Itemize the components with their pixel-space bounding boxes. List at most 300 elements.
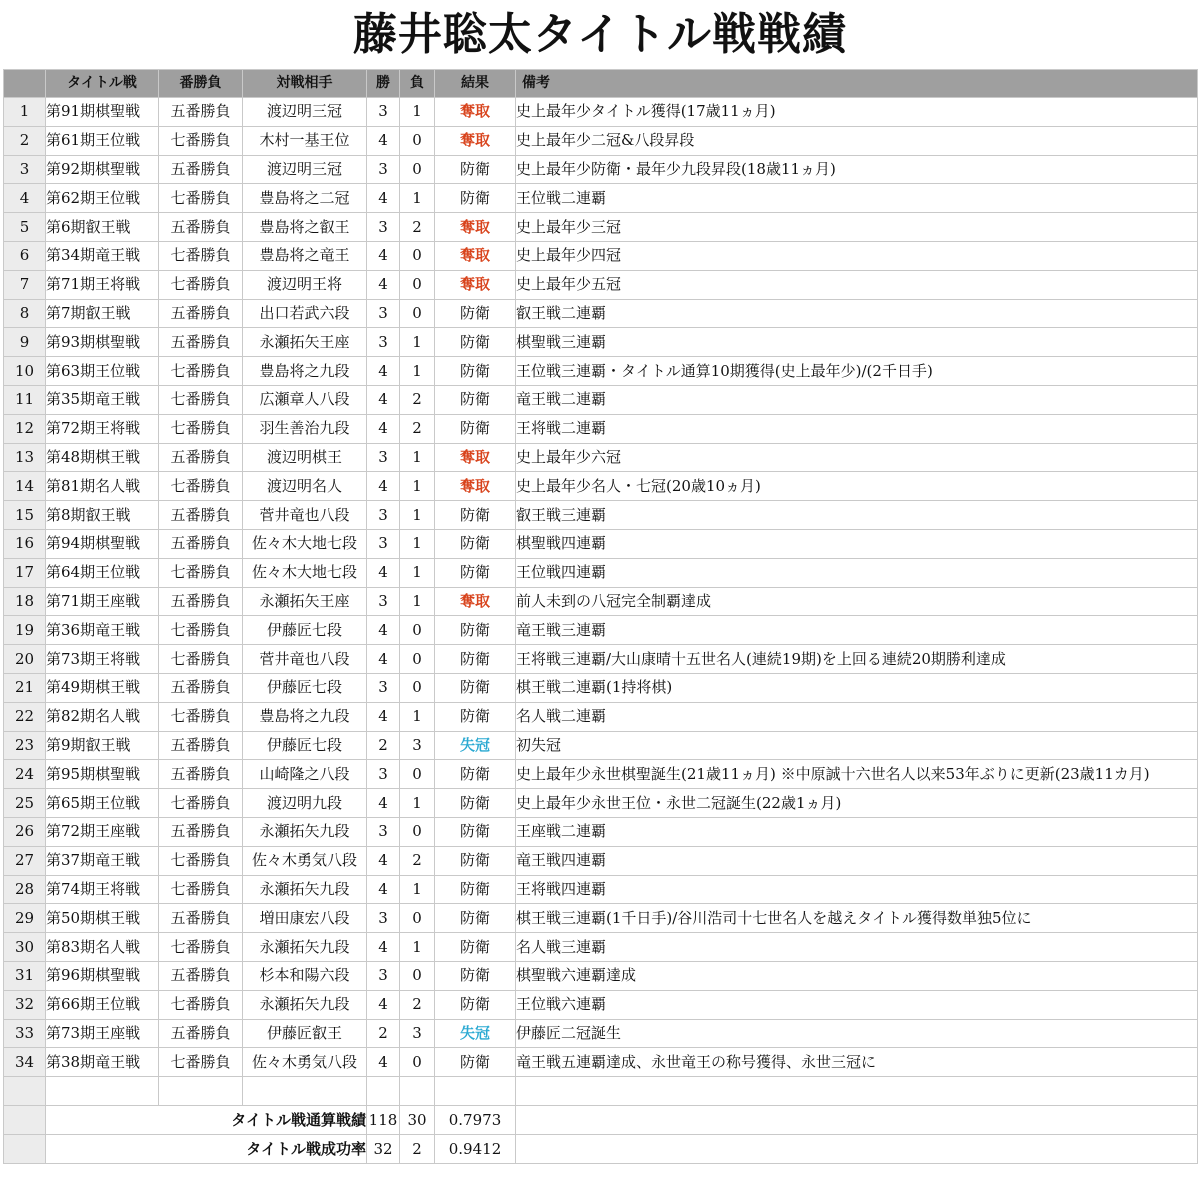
table-row	[4, 616, 1198, 645]
format-cell: 七番勝負	[159, 241, 243, 270]
blank-cell	[4, 1135, 46, 1164]
header-wins: 勝	[367, 70, 400, 98]
note-cell: 竜王戦二連覇	[516, 385, 1198, 414]
note-cell: 史上最年少五冠	[516, 270, 1198, 299]
title-match-cell: 第81期名人戦	[46, 472, 159, 501]
opponent-cell: 渡辺明王将	[243, 270, 367, 299]
opponent-cell: 渡辺明三冠	[243, 98, 367, 127]
losses-cell: 1	[400, 443, 435, 472]
row-number: 19	[4, 616, 46, 645]
result-text: 奪取	[459, 246, 490, 265]
table-row	[4, 414, 1198, 443]
losses-cell: 1	[400, 875, 435, 904]
header-title-match: タイトル戦	[46, 70, 159, 98]
result-cell	[435, 241, 516, 270]
opponent-cell: 菅井竜也八段	[243, 645, 367, 674]
blank-cell	[516, 1135, 1198, 1164]
format-cell: 五番勝負	[159, 904, 243, 933]
result-cell	[435, 587, 516, 616]
table-row	[4, 1048, 1198, 1077]
result-text: 防衛	[459, 419, 490, 438]
opponent-cell: 伊藤匠七段	[243, 616, 367, 645]
opponent-cell: 佐々木大地七段	[243, 529, 367, 558]
note-cell: 史上最年少名人・七冠(20歳10ヵ月)	[516, 472, 1198, 501]
format-cell: 五番勝負	[159, 529, 243, 558]
title-match-cell: 第71期王将戦	[46, 270, 159, 299]
losses-cell: 2	[400, 990, 435, 1019]
format-cell: 五番勝負	[159, 587, 243, 616]
result-text: 防衛	[459, 764, 490, 783]
wins-cell: 3	[367, 760, 400, 789]
title-match-cell: 第8期叡王戦	[46, 501, 159, 530]
losses-cell: 0	[400, 817, 435, 846]
format-cell: 五番勝負	[159, 760, 243, 789]
opponent-cell: 木村一基王位	[243, 126, 367, 155]
row-number: 31	[4, 961, 46, 990]
losses-cell: 0	[400, 961, 435, 990]
opponent-cell: 杉本和陽六段	[243, 961, 367, 990]
wins-cell: 3	[367, 98, 400, 127]
result-cell	[435, 760, 516, 789]
losses-cell: 0	[400, 760, 435, 789]
format-cell: 五番勝負	[159, 961, 243, 990]
result-cell	[435, 357, 516, 386]
note-cell: 棋聖戦六連覇達成	[516, 961, 1198, 990]
table-row	[4, 443, 1198, 472]
losses-cell: 0	[400, 155, 435, 184]
result-text: 防衛	[459, 879, 490, 898]
title-match-cell: 第48期棋王戦	[46, 443, 159, 472]
title-match-cell: 第36期竜王戦	[46, 616, 159, 645]
format-cell: 五番勝負	[159, 328, 243, 357]
format-cell: 五番勝負	[159, 501, 243, 530]
table-row	[4, 328, 1198, 357]
result-cell	[435, 385, 516, 414]
title-match-cell: 第82期名人戦	[46, 702, 159, 731]
opponent-cell: 渡辺明九段	[243, 789, 367, 818]
header-opponent: 対戦相手	[243, 70, 367, 98]
result-cell	[435, 933, 516, 962]
wins-cell: 4	[367, 270, 400, 299]
note-cell: 王将戦四連覇	[516, 875, 1198, 904]
format-cell: 五番勝負	[159, 299, 243, 328]
table-row	[4, 270, 1198, 299]
wins-cell: 4	[367, 645, 400, 674]
result-text: 失冠	[459, 1023, 490, 1042]
result-text: 奪取	[459, 131, 490, 150]
result-cell	[435, 817, 516, 846]
result-text: 防衛	[459, 937, 490, 956]
row-number: 13	[4, 443, 46, 472]
format-cell: 七番勝負	[159, 270, 243, 299]
opponent-cell: 伊藤匠叡王	[243, 1019, 367, 1048]
result-cell	[435, 789, 516, 818]
row-number: 30	[4, 933, 46, 962]
wins-cell: 3	[367, 673, 400, 702]
losses-cell: 3	[400, 731, 435, 760]
row-number: 1	[4, 98, 46, 127]
format-cell: 五番勝負	[159, 731, 243, 760]
result-text: 奪取	[459, 275, 490, 294]
result-text: 奪取	[459, 102, 490, 121]
opponent-cell: 永瀬拓矢九段	[243, 817, 367, 846]
losses-cell: 1	[400, 501, 435, 530]
table-row	[4, 241, 1198, 270]
table-row	[4, 846, 1198, 875]
result-text: 防衛	[459, 361, 490, 380]
row-number: 8	[4, 299, 46, 328]
title-match-cell: 第72期王座戦	[46, 817, 159, 846]
title-match-cell: 第74期王将戦	[46, 875, 159, 904]
result-text: 防衛	[459, 966, 490, 985]
summary-rate: 0.7973	[435, 1106, 516, 1135]
header-losses: 負	[400, 70, 435, 98]
title-match-cell: 第73期王将戦	[46, 645, 159, 674]
format-cell: 七番勝負	[159, 990, 243, 1019]
opponent-cell: 渡辺明棋王	[243, 443, 367, 472]
result-cell	[435, 904, 516, 933]
opponent-cell: 菅井竜也八段	[243, 501, 367, 530]
opponent-cell: 佐々木勇気八段	[243, 846, 367, 875]
losses-cell: 1	[400, 472, 435, 501]
result-text: 防衛	[459, 534, 490, 553]
row-number: 3	[4, 155, 46, 184]
wins-cell: 2	[367, 1019, 400, 1048]
table-row	[4, 990, 1198, 1019]
row-number: 20	[4, 645, 46, 674]
note-cell: 棋聖戦四連覇	[516, 529, 1198, 558]
result-cell	[435, 529, 516, 558]
opponent-cell: 渡辺明名人	[243, 472, 367, 501]
wins-cell: 3	[367, 817, 400, 846]
table-row	[4, 702, 1198, 731]
format-cell: 七番勝負	[159, 126, 243, 155]
summary-rate: 0.9412	[435, 1135, 516, 1164]
wins-cell: 3	[367, 155, 400, 184]
result-text: 失冠	[459, 735, 490, 754]
losses-cell: 0	[400, 616, 435, 645]
summary-wins: 32	[367, 1135, 400, 1164]
row-number: 7	[4, 270, 46, 299]
title-match-cell: 第83期名人戦	[46, 933, 159, 962]
blank-cell	[367, 1077, 400, 1106]
title-match-cell: 第66期王位戦	[46, 990, 159, 1019]
format-cell: 七番勝負	[159, 184, 243, 213]
table-row	[4, 587, 1198, 616]
table-row	[4, 558, 1198, 587]
wins-cell: 3	[367, 501, 400, 530]
wins-cell: 4	[367, 875, 400, 904]
table-row	[4, 529, 1198, 558]
result-text: 防衛	[459, 908, 490, 927]
result-text: 防衛	[459, 793, 490, 812]
result-cell	[435, 875, 516, 904]
title-match-cell: 第95期棋聖戦	[46, 760, 159, 789]
result-cell	[435, 702, 516, 731]
header-result: 結果	[435, 70, 516, 98]
summary-losses: 2	[400, 1135, 435, 1164]
row-number: 29	[4, 904, 46, 933]
table-row	[4, 184, 1198, 213]
opponent-cell: 伊藤匠七段	[243, 731, 367, 760]
row-number: 2	[4, 126, 46, 155]
row-number: 14	[4, 472, 46, 501]
summary-row-total	[4, 1106, 1198, 1135]
note-cell: 名人戦三連覇	[516, 933, 1198, 962]
table-row	[4, 98, 1198, 127]
title-match-cell: 第6期叡王戦	[46, 213, 159, 242]
losses-cell: 2	[400, 414, 435, 443]
format-cell: 五番勝負	[159, 817, 243, 846]
title-match-cell: 第65期王位戦	[46, 789, 159, 818]
opponent-cell: 渡辺明三冠	[243, 155, 367, 184]
losses-cell: 1	[400, 933, 435, 962]
opponent-cell: 出口若武六段	[243, 299, 367, 328]
result-cell	[435, 472, 516, 501]
opponent-cell: 広瀬章人八段	[243, 385, 367, 414]
wins-cell: 4	[367, 558, 400, 587]
table-row	[4, 472, 1198, 501]
result-cell	[435, 126, 516, 155]
wins-cell: 4	[367, 241, 400, 270]
row-number: 21	[4, 673, 46, 702]
result-cell	[435, 213, 516, 242]
wins-cell: 4	[367, 126, 400, 155]
wins-cell: 4	[367, 933, 400, 962]
title-match-cell: 第7期叡王戦	[46, 299, 159, 328]
summary-row-success	[4, 1135, 1198, 1164]
title-match-cell: 第49期棋王戦	[46, 673, 159, 702]
result-text: 防衛	[459, 303, 490, 322]
row-number: 16	[4, 529, 46, 558]
result-text: 防衛	[459, 649, 490, 668]
title-match-cell: 第9期叡王戦	[46, 731, 159, 760]
table-header-row	[4, 70, 1198, 98]
title-match-cell: 第96期棋聖戦	[46, 961, 159, 990]
table-row	[4, 875, 1198, 904]
row-number: 34	[4, 1048, 46, 1077]
result-text: 防衛	[459, 159, 490, 178]
blank-cell	[46, 1077, 159, 1106]
format-cell: 七番勝負	[159, 414, 243, 443]
table-row	[4, 961, 1198, 990]
note-cell: 名人戦二連覇	[516, 702, 1198, 731]
note-cell: 棋王戦二連覇(1持将棋)	[516, 673, 1198, 702]
note-cell: 王位戦三連覇・タイトル通算10期獲得(史上最年少)/(2千日手)	[516, 357, 1198, 386]
opponent-cell: 豊島将之竜王	[243, 241, 367, 270]
wins-cell: 3	[367, 904, 400, 933]
opponent-cell: 羽生善治九段	[243, 414, 367, 443]
format-cell: 七番勝負	[159, 558, 243, 587]
blank-cell	[516, 1106, 1198, 1135]
wins-cell: 4	[367, 414, 400, 443]
blank-cell	[243, 1077, 367, 1106]
losses-cell: 2	[400, 385, 435, 414]
table-row	[4, 645, 1198, 674]
note-cell: 史上最年少三冠	[516, 213, 1198, 242]
note-cell: 史上最年少永世王位・永世二冠誕生(22歳1ヵ月)	[516, 789, 1198, 818]
wins-cell: 4	[367, 385, 400, 414]
row-number: 33	[4, 1019, 46, 1048]
table-row	[4, 817, 1198, 846]
wins-cell: 4	[367, 472, 400, 501]
opponent-cell: 山崎隆之八段	[243, 760, 367, 789]
row-number: 17	[4, 558, 46, 587]
wins-cell: 3	[367, 328, 400, 357]
note-cell: 王位戦六連覇	[516, 990, 1198, 1019]
note-cell: 史上最年少タイトル獲得(17歳11ヵ月)	[516, 98, 1198, 127]
format-cell: 七番勝負	[159, 616, 243, 645]
losses-cell: 3	[400, 1019, 435, 1048]
table-row	[4, 760, 1198, 789]
blank-cell	[400, 1077, 435, 1106]
table-row	[4, 126, 1198, 155]
result-text: 奪取	[459, 447, 490, 466]
note-cell: 史上最年少六冠	[516, 443, 1198, 472]
table-row	[4, 904, 1198, 933]
result-text: 防衛	[459, 505, 490, 524]
wins-cell: 4	[367, 702, 400, 731]
result-cell	[435, 270, 516, 299]
result-text: 奪取	[459, 217, 490, 236]
wins-cell: 2	[367, 731, 400, 760]
row-number: 6	[4, 241, 46, 270]
result-cell	[435, 414, 516, 443]
summary-label: タイトル戦成功率	[46, 1135, 367, 1164]
table-row	[4, 933, 1198, 962]
result-cell	[435, 155, 516, 184]
title-record-table	[3, 69, 1198, 1164]
result-cell	[435, 328, 516, 357]
title-match-cell: 第61期王位戦	[46, 126, 159, 155]
wins-cell: 4	[367, 616, 400, 645]
losses-cell: 0	[400, 270, 435, 299]
note-cell: 初失冠	[516, 731, 1198, 760]
losses-cell: 1	[400, 702, 435, 731]
result-text: 防衛	[459, 995, 490, 1014]
format-cell: 五番勝負	[159, 443, 243, 472]
opponent-cell: 豊島将之二冠	[243, 184, 367, 213]
row-number: 18	[4, 587, 46, 616]
opponent-cell: 永瀬拓矢九段	[243, 933, 367, 962]
losses-cell: 2	[400, 213, 435, 242]
table-row	[4, 299, 1198, 328]
summary-label: タイトル戦通算戦績	[46, 1106, 367, 1135]
format-cell: 五番勝負	[159, 673, 243, 702]
result-cell	[435, 645, 516, 674]
note-cell: 棋王戦三連覇(1千日手)/谷川浩司十七世名人を越えタイトル獲得数単独5位に	[516, 904, 1198, 933]
note-cell: 王将戦二連覇	[516, 414, 1198, 443]
result-cell	[435, 990, 516, 1019]
format-cell: 五番勝負	[159, 98, 243, 127]
title-match-cell: 第94期棋聖戦	[46, 529, 159, 558]
blank-cell	[4, 1106, 46, 1135]
wins-cell: 3	[367, 213, 400, 242]
row-number: 23	[4, 731, 46, 760]
row-number: 5	[4, 213, 46, 242]
format-cell: 七番勝負	[159, 933, 243, 962]
losses-cell: 1	[400, 529, 435, 558]
result-cell	[435, 299, 516, 328]
title-match-cell: 第71期王座戦	[46, 587, 159, 616]
result-text: 奪取	[459, 591, 490, 610]
opponent-cell: 永瀬拓矢九段	[243, 990, 367, 1019]
opponent-cell: 永瀬拓矢王座	[243, 328, 367, 357]
note-cell: 叡王戦三連覇	[516, 501, 1198, 530]
result-text: 防衛	[459, 563, 490, 582]
format-cell: 七番勝負	[159, 645, 243, 674]
format-cell: 七番勝負	[159, 702, 243, 731]
blank-cell	[159, 1077, 243, 1106]
format-cell: 七番勝負	[159, 789, 243, 818]
result-cell	[435, 1048, 516, 1077]
format-cell: 五番勝負	[159, 1019, 243, 1048]
title-match-cell: 第92期棋聖戦	[46, 155, 159, 184]
losses-cell: 1	[400, 357, 435, 386]
summary-losses: 30	[400, 1106, 435, 1135]
opponent-cell: 佐々木大地七段	[243, 558, 367, 587]
title-match-cell: 第72期王将戦	[46, 414, 159, 443]
blank-cell	[516, 1077, 1198, 1106]
header-format: 番勝負	[159, 70, 243, 98]
result-text: 奪取	[459, 476, 490, 495]
note-cell: 史上最年少二冠&八段昇段	[516, 126, 1198, 155]
table-row	[4, 155, 1198, 184]
format-cell: 七番勝負	[159, 875, 243, 904]
note-cell: 王位戦二連覇	[516, 184, 1198, 213]
opponent-cell: 永瀬拓矢王座	[243, 587, 367, 616]
losses-cell: 0	[400, 1048, 435, 1077]
losses-cell: 1	[400, 98, 435, 127]
title-match-cell: 第50期棋王戦	[46, 904, 159, 933]
title-match-cell: 第35期竜王戦	[46, 385, 159, 414]
result-text: 防衛	[459, 1052, 490, 1071]
table-row	[4, 213, 1198, 242]
row-number: 26	[4, 817, 46, 846]
losses-cell: 1	[400, 184, 435, 213]
title-match-cell: 第64期王位戦	[46, 558, 159, 587]
table-row	[4, 1019, 1198, 1048]
wins-cell: 3	[367, 961, 400, 990]
result-text: 防衛	[459, 851, 490, 870]
title-match-cell: 第62期王位戦	[46, 184, 159, 213]
blank-cell	[435, 1077, 516, 1106]
table-row	[4, 673, 1198, 702]
header-notes: 備考	[516, 70, 1198, 98]
result-cell	[435, 443, 516, 472]
note-cell: 史上最年少永世棋聖誕生(21歳11ヵ月) ※中原誠十六世名人以来53年ぶりに更新(23歳11カ月)	[516, 760, 1198, 789]
table-row	[4, 789, 1198, 818]
wins-cell: 4	[367, 1048, 400, 1077]
wins-cell: 4	[367, 846, 400, 875]
opponent-cell: 増田康宏八段	[243, 904, 367, 933]
opponent-cell: 伊藤匠七段	[243, 673, 367, 702]
wins-cell: 4	[367, 789, 400, 818]
table-row	[4, 501, 1198, 530]
losses-cell: 1	[400, 558, 435, 587]
result-cell	[435, 961, 516, 990]
result-text: 防衛	[459, 678, 490, 697]
opponent-cell: 永瀬拓矢九段	[243, 875, 367, 904]
row-number: 15	[4, 501, 46, 530]
row-number: 32	[4, 990, 46, 1019]
row-number: 22	[4, 702, 46, 731]
format-cell: 七番勝負	[159, 846, 243, 875]
note-cell: 竜王戦三連覇	[516, 616, 1198, 645]
format-cell: 七番勝負	[159, 1048, 243, 1077]
format-cell: 五番勝負	[159, 213, 243, 242]
summary-wins: 118	[367, 1106, 400, 1135]
